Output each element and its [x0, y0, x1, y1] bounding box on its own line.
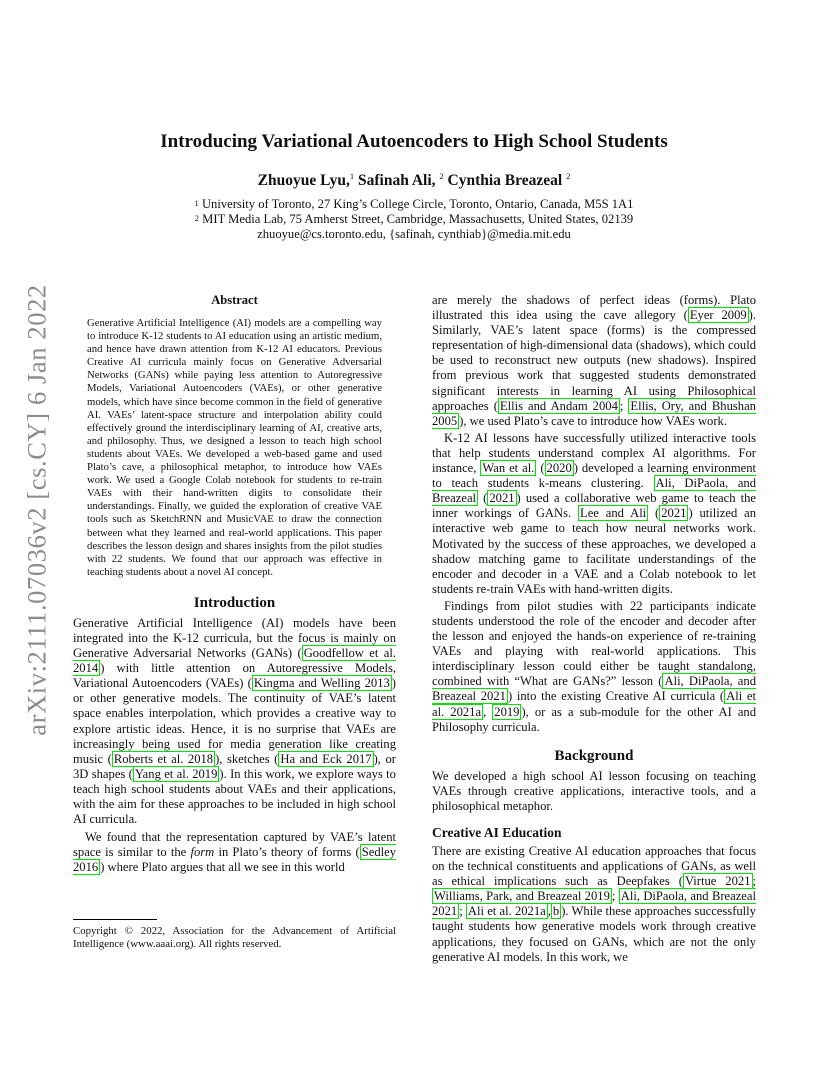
arxiv-stamp: arXiv:2111.07036v2 [cs.CY] 6 Jan 2022: [21, 284, 52, 736]
author-list: [0, 172, 828, 190]
citation-link[interactable]: Ellis, Ory, and Bhushan 2005: [432, 398, 756, 428]
citation-link[interactable]: Lee and Ali: [580, 506, 647, 521]
citation-link[interactable]: Sedley 2016: [73, 845, 396, 875]
citation-link[interactable]: Virtue 2021: [684, 874, 751, 889]
citation-link[interactable]: Ha and Eck 2017: [280, 751, 372, 766]
introduction-heading: Introduction: [193, 594, 276, 611]
background-paragraph-2: There are existing Creative AI education approaches that focus on the technical constituents and applications of GANs, as well as ethical implications such as Deepfakes ( Virtue 2021 ; Williams, Park, and Breazeal 2019 ; Ali, DiPaola, and Breazeal 2021 ; Ali et al. 2021a , b ). While these approaches successfully taught students how generative models work through creative applications, they focused on GANs, which are not the only generative AI models. In this work, we: [432, 844, 756, 964]
citation-link[interactable]: Ali, DiPaola, and Breazeal 2021: [432, 674, 756, 704]
affiliation-2: $^2$ MIT Media Lab, 75 Amherst Street, Cambridge, Massachusetts, United States, 02139: [194, 212, 634, 226]
citation-link[interactable]: Eyer 2009: [689, 308, 747, 323]
abstract-text: Generative Artificial Intelligence (AI) models are a compelling way to introduce K-12 students to AI education using an artistic medium, and hence have drawn attention from K-12 AI educators. Previous Creative AI curricula mainly focus on Generative Adversarial Networks (GANs) while paying less attention to Autoregressive Models, Variational Autoencoders (VAEs), or other generative models, which have since become common in the field of generative AI. VAEs’ latent-space structure and interpolation ability could effectively ground the interdisciplinary learning of AI, creative arts, and philosophy. Thus, we designed a lesson to teach high school students about VAEs. We developed a web-based game and used Plato’s cave, a philosophical metaphor, to introduce how VAEs work. We used a Google Colab notebook for students to re-train VAEs with their hand-written digits to consolidate their understandings. Finally, we guided the exploration of creative VAE tools such as SketchRNN and MusicVAE to draw the connection between what they learned and real-world applications. This paper describes the lesson design and shares insights from the pilot studies with 22 students. We found that our approach was effective in teaching students about a novel AI concept.: [87, 317, 382, 578]
copyright-notice: Copyright © 2022, Association for the Advancement of Artificial Intelligence (www.aaai.org). All rights reserved.: [73, 925, 396, 951]
intro-paragraph-1: Generative Artificial Intelligence (AI) models have been integrated into the K-12 curricula, but the focus is mainly on Generative Adversarial Networks (GANs) ( Goodfellow et al. 2014 ) with little attention on Autoregressive Models, Variational Autoencoders (VAEs) ( Kingma and Welling 2013 ) or other generative models. The continuity of VAE’s latent space enables interpolation, which provides a creative way to explore artistic ideas. Hence, it is no surprise that VAEs are increasingly being used for media generation like creating music ( Roberts et al. 2018 ), sketches ( Ha and Eck 2017 ), or 3D shapes ( Yang et al. 2019 ). In this work, we explore ways to teach high school students about VAEs and their applications, with the aim for these approaches to be included in high school AI curricula.: [73, 615, 396, 827]
left-column: [73, 293, 396, 875]
intro-paragraph-2-start: We found that the representation captured by VAE’s latent space is similar to the form in Plato’s theory of forms ( Sedley 2016 ) where Plato argues that all we see in this world: [73, 830, 396, 875]
author-affil-mark: 1: [349, 171, 355, 181]
citation-link[interactable]: 2020: [546, 461, 572, 476]
creative-ai-education-heading: Creative AI Education: [432, 825, 562, 840]
citation-link[interactable]: Kingma and Welling 2013: [253, 676, 390, 691]
background-paragraph-1: We developed a high school AI lesson focusing on teaching VAEs through creative applications, interactive tools, and a philosophical metaphor.: [432, 768, 756, 813]
citation-link[interactable]: b: [552, 904, 560, 919]
citation-link[interactable]: 2019: [494, 704, 520, 719]
author-name: Zhuoyue Lyu,: [257, 172, 350, 189]
abstract-heading: Abstract: [211, 293, 258, 307]
citation-link[interactable]: Williams, Park, and Breazeal 2019: [434, 889, 610, 904]
author-name: Cynthia Breazeal: [447, 172, 563, 189]
citation-link[interactable]: Ali, DiPaola, and Breazeal: [432, 476, 756, 506]
affiliation-1: $^1$ University of Toronto, 27 King’s College Circle, Toronto, Ontario, Canada, M5S 1A1: [194, 197, 634, 211]
author-emails: zhuoyue@cs.toronto.edu, {safinah, cynthiab}@media.mit.edu: [257, 227, 571, 241]
author-affil-mark: 2: [566, 171, 571, 181]
intro-paragraph-4: Findings from pilot studies with 22 participants indicate students understood the role of the encoder and decoder after the lesson and enjoyed the hands-on experience of re-training VAEs and playing with real-world applications. This interdisciplinary lesson could either be taught standalong, combined with “What are GANs?” lesson ( Ali, DiPaola, and Breazeal 2021 ) into the existing Creative AI curricula ( Ali et al. 2021a , 2019 ), or as a sub-module for the other AI and Philosophy curricula.: [432, 598, 757, 734]
citation-link[interactable]: Yang et al. 2019: [134, 766, 218, 781]
citation-link[interactable]: Ellis and Andam 2004: [499, 398, 618, 413]
citation-link[interactable]: Goodfellow et al. 2014: [73, 646, 396, 676]
intro-paragraph-3: K-12 AI lessons have successfully utilized interactive tools that help students understand complex AI algorithms. For instance, Wan et al. ( 2020 ) developed a learning environment to teach students k-means clustering. Ali, DiPaola, and Breazeal ( 2021 ) used a collaborative web game to teach the inner workings of GANs. Lee and Ali ( 2021 ) utilized an interactive web game to teach how neural networks work. Motivated by the success of these approaches, we developed a shadow matching game to facilitate understandings of the encoder and decoder in a VAE and a Colab notebook to let students re-train VAEs with hand-written digits.: [432, 430, 757, 596]
citation-link[interactable]: 2021: [489, 491, 515, 506]
affil-mark: 1: [194, 198, 199, 208]
citation-link[interactable]: Ali et al. 2021a: [467, 904, 546, 919]
background-heading: Background: [554, 747, 634, 764]
citation-link[interactable]: Ali et al. 2021a: [432, 689, 756, 719]
author-name: Safinah Ali,: [357, 172, 436, 189]
citation-link[interactable]: Ali, DiPaola, and Breazeal 2021: [432, 889, 756, 919]
citation-link[interactable]: Wan et al.: [482, 461, 535, 476]
citation-link[interactable]: Roberts et al. 2018: [113, 751, 214, 766]
paper-title: Introducing Variational Autoencoders to High School Students: [160, 131, 668, 152]
affil-mark: 2: [194, 213, 200, 223]
right-column: [432, 293, 756, 965]
intro-paragraph-2-continued: are merely the shadows of perfect ideas (forms). Plato illustrated this idea using the cave allegory ( Eyer 2009 ). Similarly, VAE’s latent space (forms) is the compressed representation of high-dimensional data (shadows), which could be used to reconstruct new outputs (new shadows). Inspired from previous work that suggested students demonstrated significant interests in learning AI using Philosophical approaches ( Ellis and Andam 2004 ; Ellis, Ory, and Bhushan 2005 ), we used Plato’s cave to introduce how VAEs work.: [432, 293, 757, 428]
footnote-rule: [73, 919, 157, 920]
citation-link[interactable]: 2021: [661, 506, 687, 521]
author-affil-mark: 2: [439, 171, 444, 181]
